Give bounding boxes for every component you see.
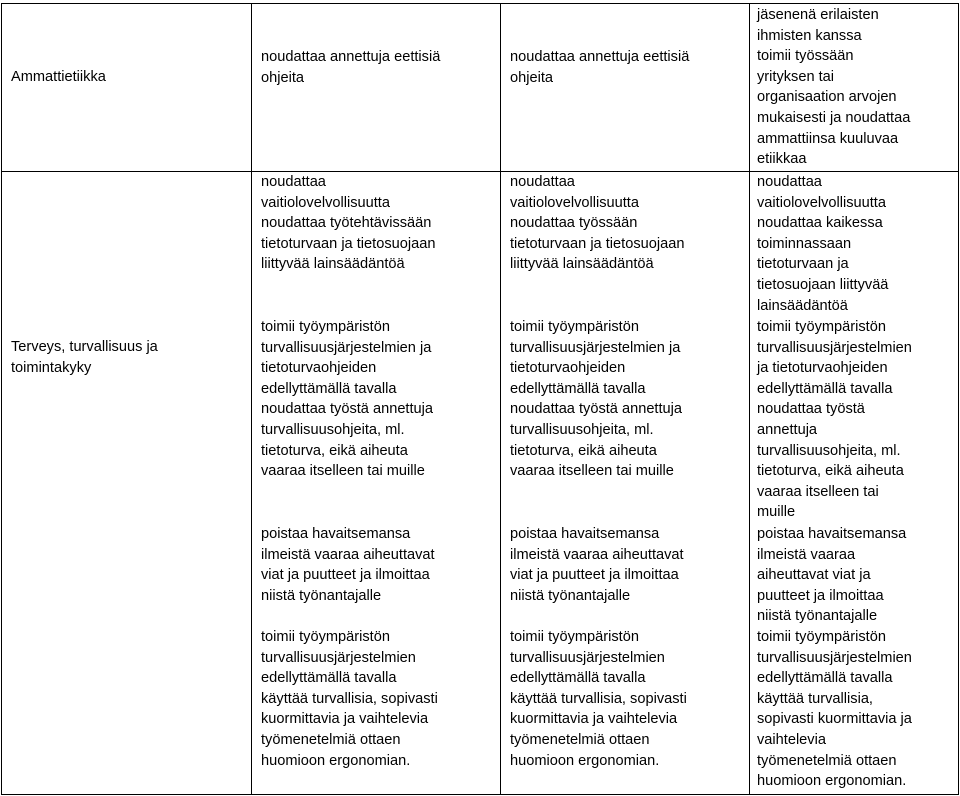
cell-line: tietoturva, eikä aiheuta	[261, 442, 408, 459]
row2-col2-block1	[510, 172, 684, 275]
cell-line: tietoturvaohjeiden	[510, 360, 626, 377]
cell-line: tietoturvaohjeiden	[261, 360, 377, 377]
cell-line: ilmeistä vaaraa aiheuttavat	[261, 546, 435, 563]
cell-line: turvallisuusjärjestelmien	[757, 649, 912, 666]
cell-line: edellyttämällä tavalla	[510, 380, 646, 397]
row2-col3-block4	[757, 627, 912, 792]
cell-line: vaaraa itselleen tai muille	[510, 463, 674, 480]
cell-line: jäsenenä erilaisten	[757, 7, 879, 23]
cell-line: turvallisuusohjeita, ml.	[261, 421, 405, 438]
cell-line: ihmisten kanssa	[757, 27, 862, 44]
cell-line: noudattaa kaikessa	[757, 215, 883, 232]
cell-line: noudattaa annettuja eettisiä	[261, 49, 441, 65]
cell-line: viat ja puutteet ja ilmoittaa	[261, 567, 430, 584]
cell-line: edellyttämällä tavalla	[757, 670, 893, 687]
cell-line: käyttää turvallisia, sopivasti	[261, 690, 438, 707]
cell-line: käyttää turvallisia,	[757, 690, 873, 707]
cell-line: turvallisuusjärjestelmien	[510, 649, 665, 666]
table-divider-2	[500, 3, 501, 795]
row2-col3-block2	[757, 317, 912, 523]
cell-line: turvallisuusohjeita, ml.	[757, 442, 901, 459]
table-divider-1	[251, 3, 252, 795]
cell-line: toimii työympäristön	[757, 629, 886, 645]
cell-line: toimii työympäristön	[261, 319, 390, 335]
cell-line: mukaisesti ja noudattaa	[757, 109, 911, 126]
cell-line: edellyttämällä tavalla	[261, 670, 397, 687]
cell-line: toimintakyky	[11, 359, 92, 376]
cell-line: vaitiolovelvollisuutta	[261, 194, 390, 211]
cell-line: noudattaa	[261, 174, 326, 190]
cell-line: vaaraa itselleen tai	[757, 483, 879, 500]
cell-line: niistä työnantajalle	[757, 608, 878, 625]
cell-line: annettuja	[757, 421, 818, 438]
row1-col1-cell	[261, 47, 440, 88]
cell-line: edellyttämällä tavalla	[510, 670, 646, 687]
cell-line: turvallisuusjärjestelmien	[261, 649, 416, 666]
cell-line: tietoturvaan ja	[757, 256, 849, 273]
cell-line: sopivasti kuormittavia ja	[757, 711, 912, 728]
cell-line: liittyvää lainsäädäntöä	[510, 256, 654, 273]
cell-line: ohjeita	[510, 69, 554, 86]
row2-col3-block3	[757, 524, 906, 627]
cell-line: huomioon ergonomian.	[261, 752, 411, 769]
cell-line: ohjeita	[261, 69, 305, 86]
cell-line: kuormittavia ja vaihtelevia	[261, 711, 429, 728]
cell-line: turvallisuusohjeita, ml.	[510, 421, 654, 438]
cell-line: poistaa havaitsemansa	[261, 526, 411, 542]
cell-line: vaitiolovelvollisuutta	[757, 194, 886, 211]
cell-line: vaitiolovelvollisuutta	[510, 194, 639, 211]
cell-line: tietoturvaan ja tietosuojaan	[261, 235, 436, 252]
row-label-terveys	[11, 337, 158, 378]
row1-col2-cell	[510, 47, 689, 88]
cell-line: Terveys, turvallisuus ja	[11, 339, 158, 355]
row2-col3-block1	[757, 172, 888, 316]
cell-line: toimii työympäristön	[261, 629, 390, 645]
cell-line: noudattaa työstä annettuja	[510, 401, 683, 418]
cell-line: toimii työympäristön	[510, 319, 639, 335]
cell-line: noudattaa	[510, 174, 575, 190]
cell-line: turvallisuusjärjestelmien	[757, 339, 912, 356]
cell-line: työmenetelmiä ottaen	[757, 752, 897, 769]
cell-line: tietoturva, eikä aiheuta	[757, 463, 904, 480]
cell-line: poistaa havaitsemansa	[757, 526, 907, 542]
cell-line: turvallisuusjärjestelmien ja	[261, 339, 432, 356]
cell-line: työmenetelmiä ottaen	[510, 731, 650, 748]
cell-line: huomioon ergonomian.	[510, 752, 660, 769]
cell-line: huomioon ergonomian.	[757, 773, 907, 790]
cell-line: niistä työnantajalle	[510, 587, 631, 604]
cell-line: toiminnassaan	[757, 235, 852, 252]
row2-col1-block1	[261, 172, 435, 275]
table-border-top	[1, 3, 958, 4]
cell-line: toimii työssään	[757, 48, 854, 65]
cell-line: ilmeistä vaaraa	[757, 546, 856, 563]
row-label-ammattietiikka: Ammattietiikka	[11, 69, 106, 85]
cell-line: yrityksen tai	[757, 68, 835, 85]
cell-line: tietoturvaan ja tietosuojaan	[510, 235, 685, 252]
cell-line: liittyvää lainsäädäntöä	[261, 256, 405, 273]
cell-line: edellyttämällä tavalla	[757, 380, 893, 397]
cell-line: ammattiinsa kuuluvaa	[757, 130, 899, 147]
cell-line: muille	[757, 504, 796, 521]
cell-line: aiheuttavat viat ja	[757, 567, 871, 584]
cell-line: noudattaa työstä	[757, 401, 865, 418]
cell-line: poistaa havaitsemansa	[510, 526, 660, 542]
cell-line: turvallisuusjärjestelmien ja	[510, 339, 681, 356]
row2-col1-block3	[261, 524, 435, 606]
cell-line: organisaation arvojen	[757, 89, 897, 106]
table-border-right	[958, 3, 959, 795]
table-border-bottom	[1, 794, 958, 795]
cell-line: toimii työympäristön	[757, 319, 886, 335]
row2-col2-block3	[510, 524, 684, 606]
row2-col2-block4	[510, 627, 687, 771]
cell-line: lainsäädäntöä	[757, 297, 848, 314]
cell-line: puutteet ja ilmoittaa	[757, 587, 884, 604]
row2-col1-block4	[261, 627, 438, 771]
row2-col2-block2	[510, 317, 682, 482]
cell-line: noudattaa työssään	[510, 215, 638, 232]
cell-line: edellyttämällä tavalla	[261, 380, 397, 397]
cell-line: niistä työnantajalle	[261, 587, 382, 604]
cell-line: ilmeistä vaaraa aiheuttavat	[510, 546, 684, 563]
cell-line: noudattaa	[757, 174, 822, 190]
cell-line: noudattaa työtehtävissään	[261, 215, 432, 232]
cell-line: noudattaa annettuja eettisiä	[510, 49, 690, 65]
table-border-left	[1, 3, 2, 795]
cell-line: kuormittavia ja vaihtelevia	[510, 711, 678, 728]
cell-line: työmenetelmiä ottaen	[261, 731, 401, 748]
cell-line: käyttää turvallisia, sopivasti	[510, 690, 687, 707]
cell-line: tietosuojaan liittyvää	[757, 276, 889, 293]
row1-col3-cell	[757, 5, 910, 170]
cell-line: viat ja puutteet ja ilmoittaa	[510, 567, 679, 584]
cell-line: toimii työympäristön	[510, 629, 639, 645]
table-divider-3	[749, 3, 750, 795]
cell-line: ja tietoturvaohjeiden	[757, 360, 888, 377]
cell-line: etiikkaa	[757, 151, 807, 168]
cell-line: vaihtelevia	[757, 731, 826, 748]
cell-line: tietoturva, eikä aiheuta	[510, 442, 657, 459]
cell-line: noudattaa työstä annettuja	[261, 401, 434, 418]
cell-line: vaaraa itselleen tai muille	[261, 463, 425, 480]
row2-col1-block2	[261, 317, 433, 482]
